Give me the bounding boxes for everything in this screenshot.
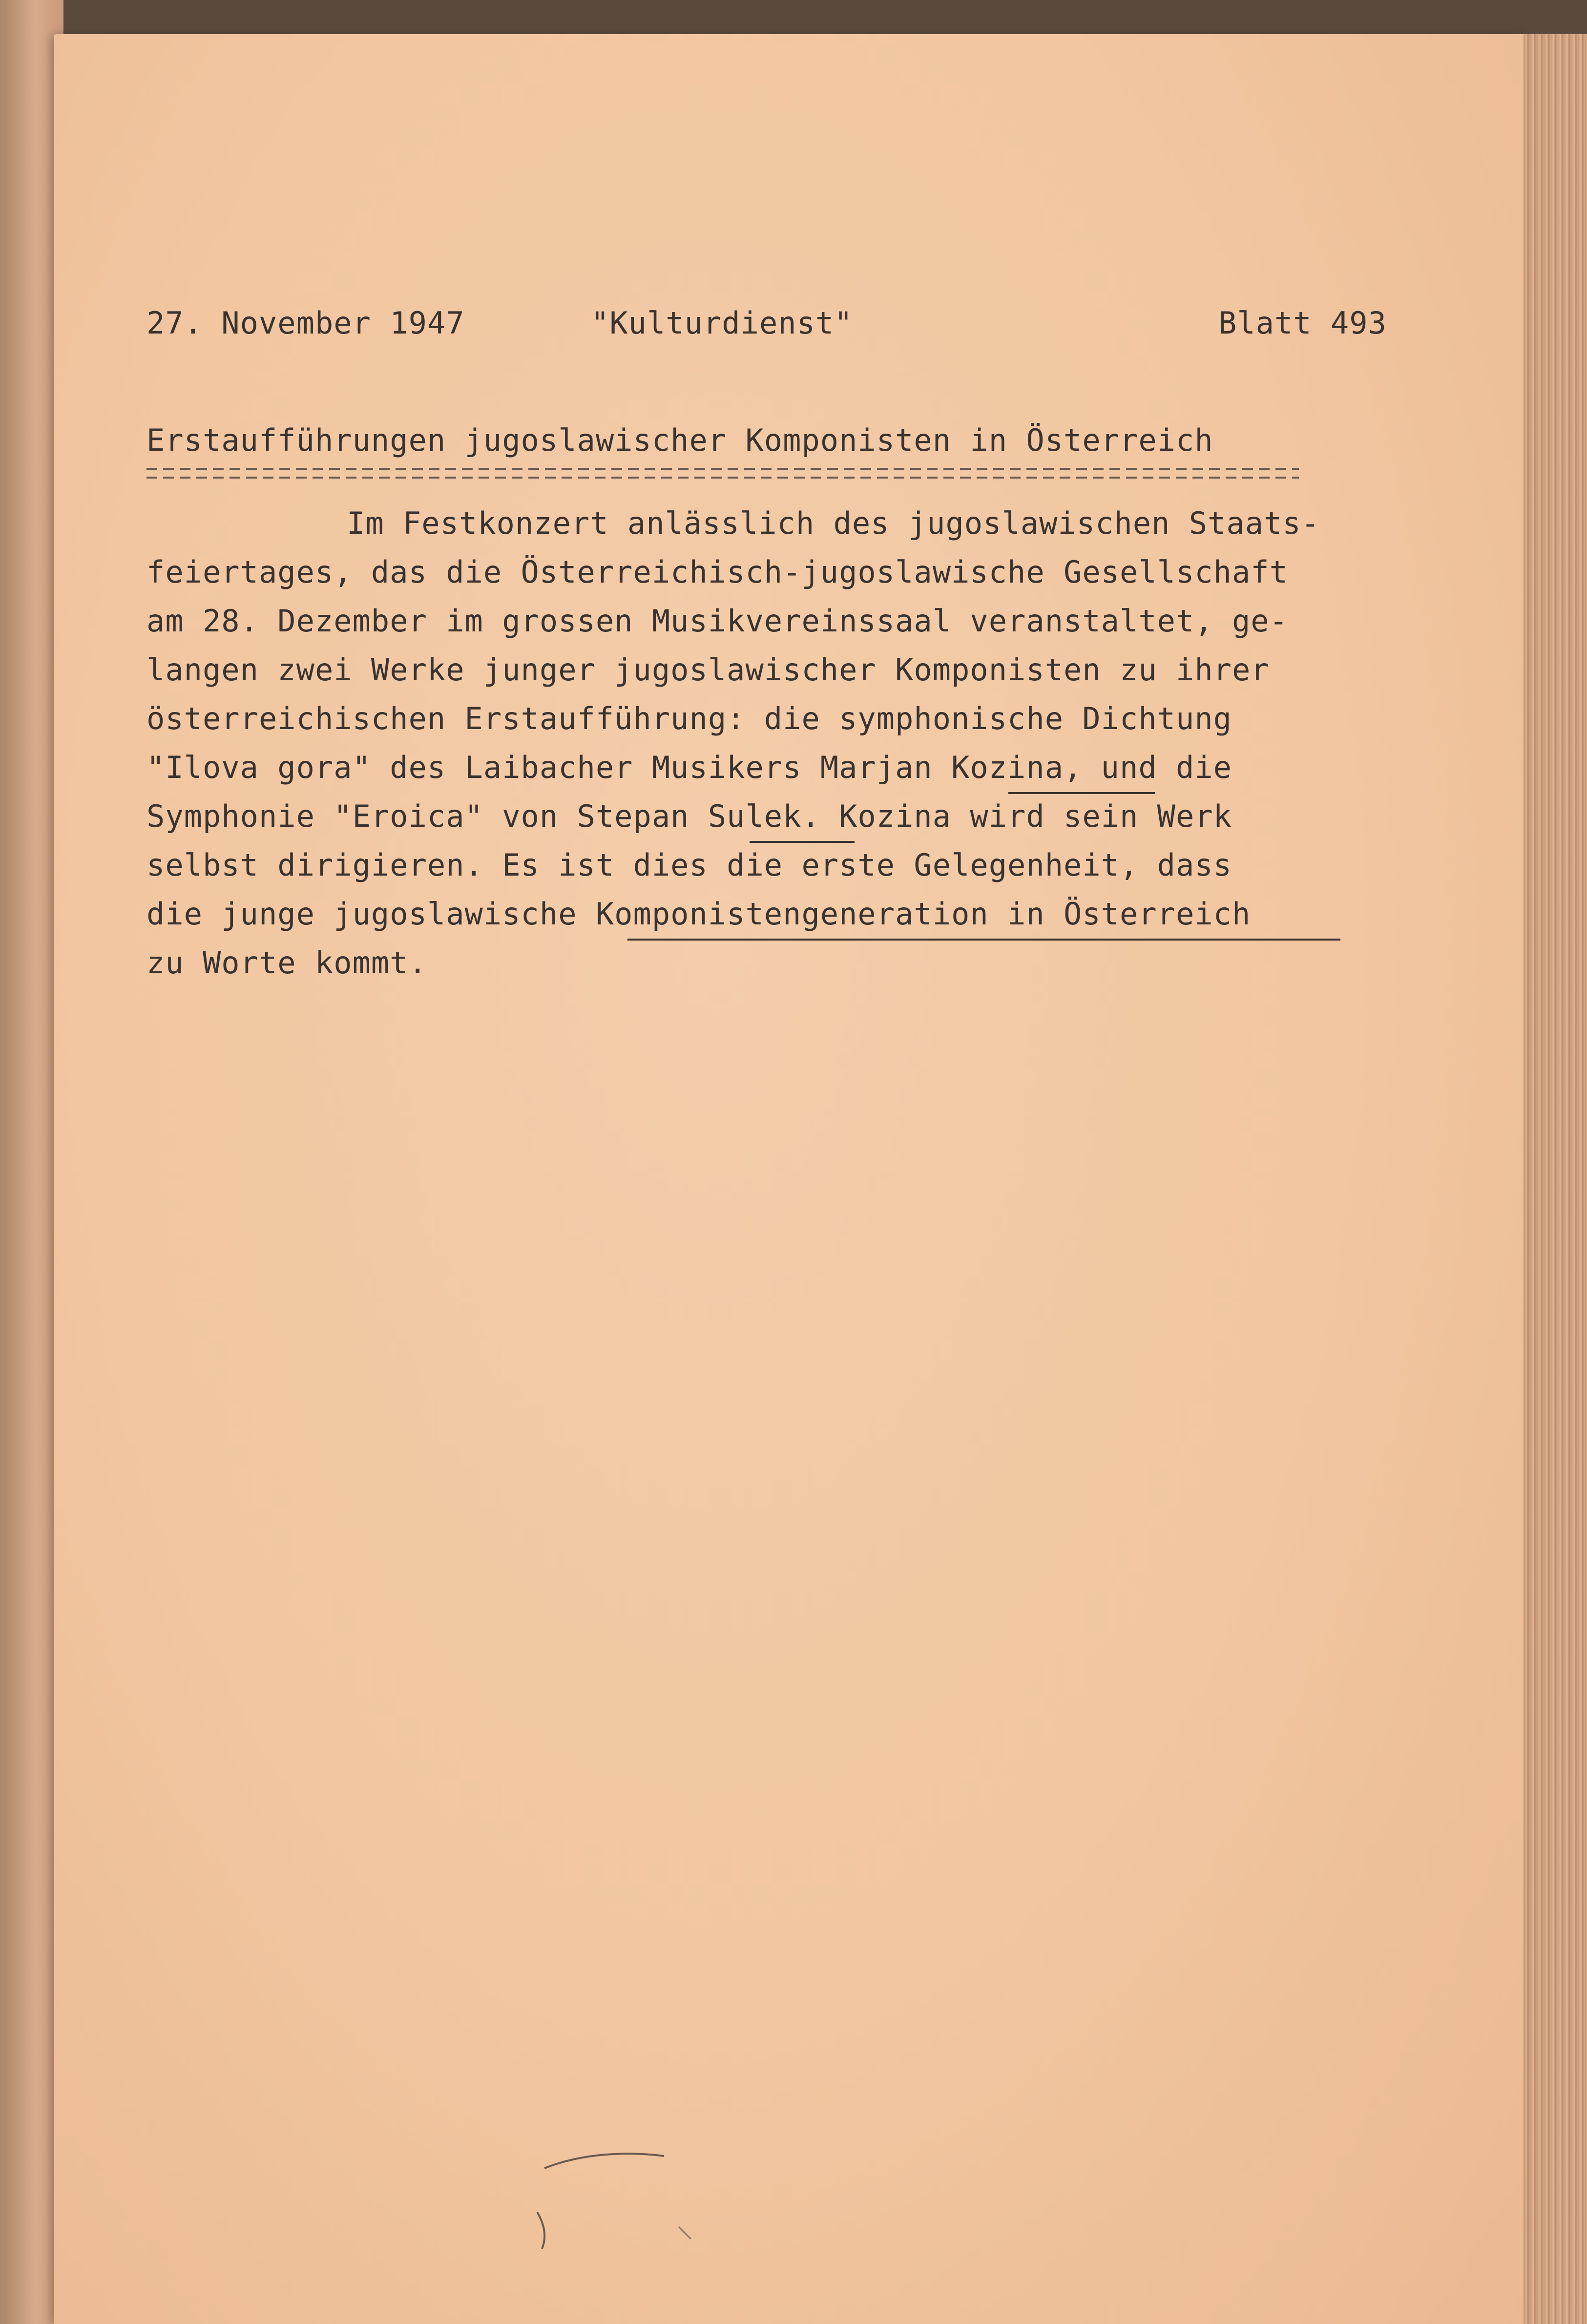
body-line-7: Symphonie "Eroica" von Stepan Sulek. Kozina wird sein Werk — [146, 798, 1232, 834]
pencil-scribble-mark — [498, 2139, 703, 2256]
underline-sulek — [750, 841, 855, 843]
article-title: Erstaufführungen jugoslawischer Komponisten in Österreich — [146, 422, 1213, 458]
body-line-2: feiertages, das die Österreichisch-jugoslawische Gesellschaft — [146, 554, 1288, 590]
body-line-1: Im Festkonzert anlässlich des jugoslawischen Staats- — [347, 505, 1320, 541]
body-line-3: am 28. Dezember im grossen Musikvereinssaal veranstaltet, ge- — [146, 603, 1288, 639]
underline-kozina — [1008, 792, 1155, 794]
page-edges — [1524, 34, 1587, 2324]
body-line-4: langen zwei Werke junger jugoslawischer Komponisten zu ihrer — [146, 652, 1270, 688]
body-line-9: die junge jugoslawische Komponistengeneration in Österreich — [146, 896, 1251, 932]
underline-composer-generation — [627, 939, 1340, 941]
header-date: 27. November 1947 — [146, 305, 465, 341]
header-source: "Kulturdienst" — [591, 305, 853, 341]
body-line-6: "Ilova gora" des Laibacher Musikers Marjan Kozina, und die — [146, 750, 1232, 785]
document-page — [54, 34, 1524, 2324]
body-line-10: zu Worte kommt. — [146, 945, 427, 981]
body-line-8: selbst dirigieren. Es ist dies die erste Gelegenheit, dass — [146, 847, 1232, 883]
body-line-5: österreichischen Erstaufführung: die symphonische Dichtung — [146, 701, 1232, 736]
header-sheet-number: Blatt 493 — [1218, 305, 1387, 341]
title-double-rule — [146, 468, 1299, 479]
